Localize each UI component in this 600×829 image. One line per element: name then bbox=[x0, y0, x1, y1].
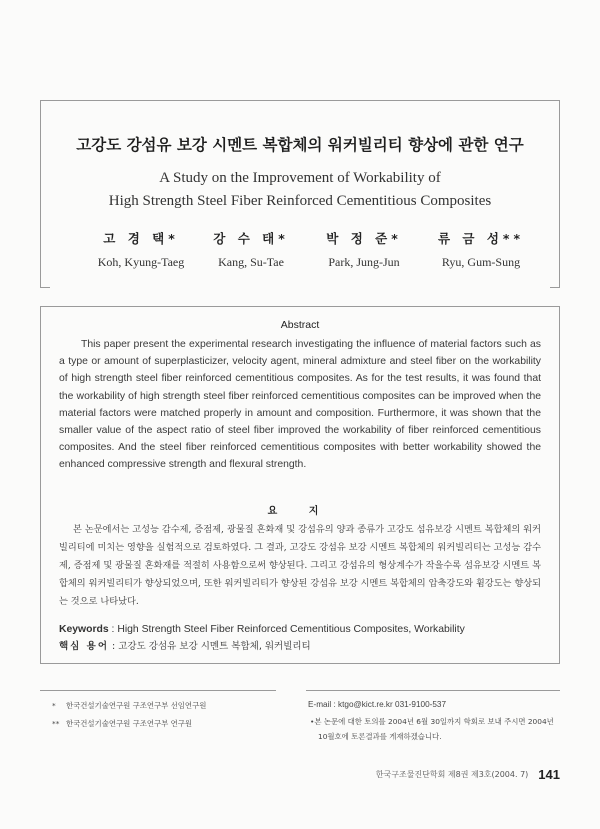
keywords-en bbox=[59, 621, 541, 638]
keywords-block bbox=[59, 621, 541, 655]
author bbox=[309, 229, 419, 270]
author-name-en: Kang, Su-Tae bbox=[218, 255, 284, 269]
summary-ko-heading: 요 지 bbox=[267, 506, 333, 517]
paper-title-ko: 고강도 강섬유 보강 시멘트 복합체의 워커빌리티 향상에 관한 연구 bbox=[76, 136, 524, 154]
discussion-note: •본 논문에 대한 토의를 2004년 6월 30일까지 학회로 보내 주시면 2004년 10월호에 토론결과를 게재하겠습니다. bbox=[310, 717, 554, 741]
paper-title-en-line1: A Study on the Improvement of Workability of bbox=[159, 170, 441, 186]
abstract-box bbox=[40, 306, 560, 664]
abstract-heading: Abstract bbox=[280, 319, 320, 331]
footnote-text: 한국건설기술연구원 구조연구부 연구원 bbox=[66, 719, 193, 728]
keywords-ko-value: : 고강도 강섬유 보강 시멘트 복합체, 워커빌리티 bbox=[109, 641, 311, 652]
keywords-en-value: : High Strength Steel Fiber Reinforced Cementitious Composites, Workability bbox=[108, 624, 465, 635]
author bbox=[86, 229, 196, 270]
affiliation-footnote bbox=[52, 715, 206, 733]
author bbox=[196, 229, 306, 270]
journal-citation: 한국구조물진단학회 제8권 제3호(2004. 7) bbox=[375, 770, 529, 779]
affiliation-footnote bbox=[52, 697, 206, 715]
page-number: 141 bbox=[538, 767, 560, 782]
footnote-mark: * bbox=[52, 701, 56, 710]
paper-title-en bbox=[41, 167, 559, 213]
keywords-ko-label: 핵심 용어 bbox=[59, 641, 110, 652]
contact-email: E-mail : ktgo@kict.re.kr 031-9100-537 bbox=[308, 700, 447, 709]
footnote-divider-right bbox=[306, 690, 560, 691]
author-name-ko: 강 수 태* bbox=[213, 231, 289, 246]
abstract-text: This paper present the experimental research investigating the influence of material factors such as a type or amount of superplasticizer, velocity agent, mineral admixture and steel fiber on the workability of high strength steel fiber reinforced cementitious composites. As for the test results, it was found that the workability of high strength steel fiber reinforced cementitious composites can be improved when the material factors were matched properly in amount and composition. Furthermore, it was shown that the smaller value of the aspect ratio of steel fiber improved the workability of fiber reinforced cementitious composites. And the steel fiber reinforced cementitious composites with better workability showed the enhanced compressive strength and flexural strength. bbox=[59, 339, 541, 471]
page-footer bbox=[376, 764, 560, 783]
summary-ko-text: 본 논문에서는 고성능 감수제, 증점제, 광물질 혼화재 및 강섬유의 양과 종류가 고강도 섬유보강 시멘트 복합체의 워커빌리티에 미치는 영향을 실험적으로 검토하였다. 그 결과, 고강도 강섬유 보강 시멘트 복합체의 워커빌리티는 고성능 감수제, 증점제 및 광물질 혼화재를 적절히 사용함으로써 향상된다. 그리고 강섬유의 형상계수가 작을수록 섬유보강 시멘트 복합체의 워커빌리티가 향상되었으며, 또한 워커빌리티가 향상된 강섬유 보강 시멘트 복합체의 압축강도와 휨강도는 향상되는 것으로 나타났다. bbox=[59, 524, 541, 607]
keywords-en-label: Keywords bbox=[59, 624, 109, 635]
author-name-ko: 고 경 택* bbox=[103, 231, 179, 246]
author-name-ko: 류 금 성** bbox=[437, 231, 524, 246]
title-box bbox=[40, 100, 560, 288]
footnote-text: 한국건설기술연구원 구조연구부 선임연구원 bbox=[66, 701, 207, 710]
keywords-ko bbox=[59, 638, 541, 655]
footnote-mark: ** bbox=[52, 719, 60, 728]
author-name-en: Ryu, Gum-Sung bbox=[441, 255, 521, 269]
author bbox=[426, 229, 536, 270]
paper-title-en-line2: High Strength Steel Fiber Reinforced Cementitious Composites bbox=[108, 193, 492, 209]
contact-footnotes bbox=[308, 697, 560, 744]
affiliation-footnotes bbox=[52, 697, 206, 733]
footnote-divider-left bbox=[40, 690, 276, 691]
author-name-en: Park, Jung-Jun bbox=[328, 255, 400, 269]
author-name-en: Koh, Kyung-Taeg bbox=[97, 255, 185, 269]
author-name-ko: 박 정 준* bbox=[326, 231, 402, 246]
